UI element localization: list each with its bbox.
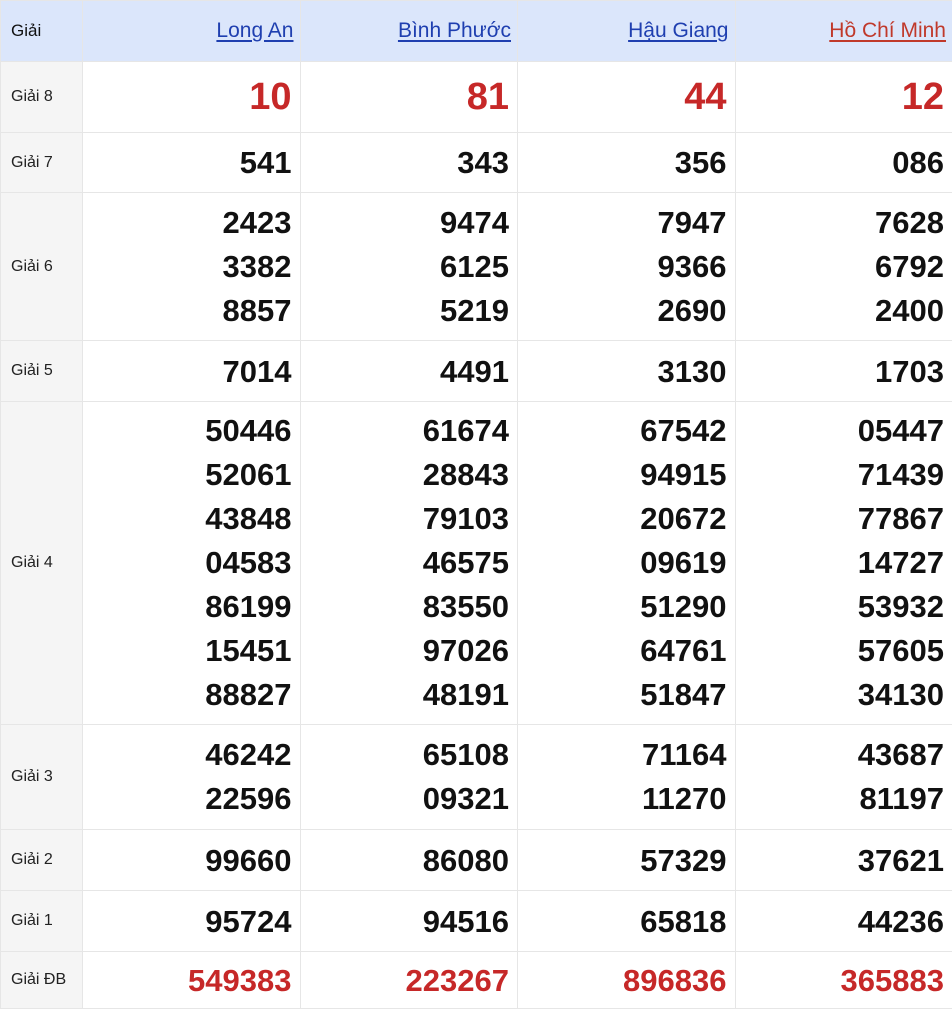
- prize-value: 9366: [657, 248, 727, 284]
- prize-value: 71164: [642, 737, 727, 772]
- prize-label: Giải 4: [1, 402, 83, 725]
- prize-value: 6792: [875, 248, 944, 284]
- prize-value: 95724: [83, 891, 301, 952]
- prize-value: 343: [300, 133, 518, 193]
- prize-value: 1703: [735, 341, 952, 402]
- header-row: [1, 1, 952, 62]
- province-header-ho-chi-minh: [735, 1, 952, 62]
- province-header-binh-phuoc: [300, 1, 518, 62]
- prize-cell: [518, 725, 736, 830]
- prize-value: 86199: [205, 589, 292, 624]
- prize-value: 94915: [640, 457, 727, 492]
- special-prize-value: 223267: [300, 952, 518, 1009]
- prize-value: 5219: [440, 292, 509, 328]
- prize-value: 2423: [222, 204, 292, 240]
- prize-row-g1: [1, 891, 952, 952]
- prize-value: 51290: [640, 589, 727, 624]
- prize-cell: [300, 402, 518, 725]
- prize-label: Giải ĐB: [1, 952, 83, 1009]
- prize-value: 65108: [422, 737, 509, 772]
- prize-value: 43687: [857, 737, 944, 772]
- prize-value: 77867: [857, 501, 944, 536]
- prize-value: 81197: [859, 781, 944, 816]
- prize-value: 356: [518, 133, 736, 193]
- prize-label: Giải 5: [1, 341, 83, 402]
- prize-cell: [83, 193, 301, 341]
- prize-value: 88827: [205, 677, 292, 712]
- prize-value: 05447: [857, 413, 944, 448]
- prize-value: 51847: [640, 677, 727, 712]
- prize-value: 34130: [857, 677, 944, 712]
- prize-value: 10: [83, 62, 301, 133]
- prize-value: 7014: [83, 341, 301, 402]
- prize-value: 9474: [440, 204, 509, 240]
- prize-value: 65818: [518, 891, 736, 952]
- prize-label: Giải 7: [1, 133, 83, 193]
- prize-value: 086: [735, 133, 952, 193]
- prize-value: 79103: [422, 501, 509, 536]
- prize-value: 3382: [222, 248, 292, 284]
- prize-cell: [735, 402, 952, 725]
- prize-value: 4491: [300, 341, 518, 402]
- prize-value: 99660: [83, 830, 301, 891]
- prize-value: 48191: [422, 677, 509, 712]
- prize-cell: [735, 725, 952, 830]
- prize-cell: [83, 402, 301, 725]
- prize-value: 94516: [300, 891, 518, 952]
- prize-value: 37621: [735, 830, 952, 891]
- prize-value: 09619: [640, 545, 727, 580]
- prize-value: 83550: [422, 589, 509, 624]
- prize-value: 97026: [422, 633, 509, 668]
- prize-row-special: [1, 952, 952, 1009]
- prize-value: 44: [518, 62, 736, 133]
- prize-value: 86080: [300, 830, 518, 891]
- prize-value: 3130: [518, 341, 736, 402]
- prize-value: 57605: [857, 633, 944, 668]
- prize-label: Giải 8: [1, 62, 83, 133]
- prize-value: 15451: [205, 633, 292, 668]
- prize-row-g8: [1, 62, 952, 133]
- prize-value: 12: [735, 62, 952, 133]
- prize-value: 44236: [735, 891, 952, 952]
- prize-value: 67542: [640, 413, 727, 448]
- prize-value: 57329: [518, 830, 736, 891]
- prize-value: 46242: [205, 737, 292, 772]
- prize-value: 53932: [857, 589, 944, 624]
- prize-value: 64761: [640, 633, 727, 668]
- special-prize-value: 549383: [83, 952, 301, 1009]
- prize-value: 43848: [205, 501, 292, 536]
- prize-value: 61674: [422, 413, 509, 448]
- prize-row-g6: [1, 193, 952, 341]
- prize-column-header: Giải: [1, 1, 83, 62]
- prize-cell: [518, 402, 736, 725]
- prize-cell: [300, 725, 518, 830]
- province-header-hau-giang: [518, 1, 736, 62]
- prize-value: 7947: [657, 204, 727, 240]
- prize-value: 14727: [857, 545, 944, 580]
- prize-value: 8857: [222, 292, 292, 328]
- prize-value: 541: [83, 133, 301, 193]
- province-link-binh-phuoc[interactable]: Bình Phước: [397, 19, 511, 42]
- prize-row-g3: [1, 725, 952, 830]
- special-prize-value: 896836: [518, 952, 736, 1009]
- prize-label: Giải 2: [1, 830, 83, 891]
- province-link-hau-giang[interactable]: Hậu Giang: [628, 19, 729, 42]
- prize-value: 52061: [205, 457, 292, 492]
- prize-value: 81: [300, 62, 518, 133]
- prize-row-g7: [1, 133, 952, 193]
- prize-cell: [83, 725, 301, 830]
- province-header-long-an: [83, 1, 301, 62]
- prize-value: 50446: [205, 413, 292, 448]
- province-link-long-an[interactable]: Long An: [216, 19, 294, 42]
- special-prize-value: 365883: [735, 952, 952, 1009]
- prize-value: 04583: [205, 545, 292, 580]
- prize-value: 11270: [642, 781, 727, 816]
- prize-value: 6125: [440, 248, 509, 284]
- prize-value: 71439: [857, 457, 944, 492]
- prize-cell: [300, 193, 518, 341]
- prize-value: 22596: [205, 781, 292, 816]
- prize-value: 7628: [875, 204, 944, 240]
- prize-row-g4: [1, 402, 952, 725]
- prize-cell: [518, 193, 736, 341]
- province-link-ho-chi-minh[interactable]: Hồ Chí Minh: [829, 19, 946, 42]
- prize-label: Giải 1: [1, 891, 83, 952]
- prize-row-g2: [1, 830, 952, 891]
- prize-cell: [735, 193, 952, 341]
- prize-label: Giải 3: [1, 725, 83, 830]
- prize-value: 2400: [875, 292, 944, 328]
- prize-row-g5: [1, 341, 952, 402]
- prize-value: 2690: [657, 292, 727, 328]
- prize-value: 28843: [422, 457, 509, 492]
- prize-label: Giải 6: [1, 193, 83, 341]
- prize-value: 09321: [422, 781, 509, 816]
- prize-value: 46575: [422, 545, 509, 580]
- prize-value: 20672: [640, 501, 727, 536]
